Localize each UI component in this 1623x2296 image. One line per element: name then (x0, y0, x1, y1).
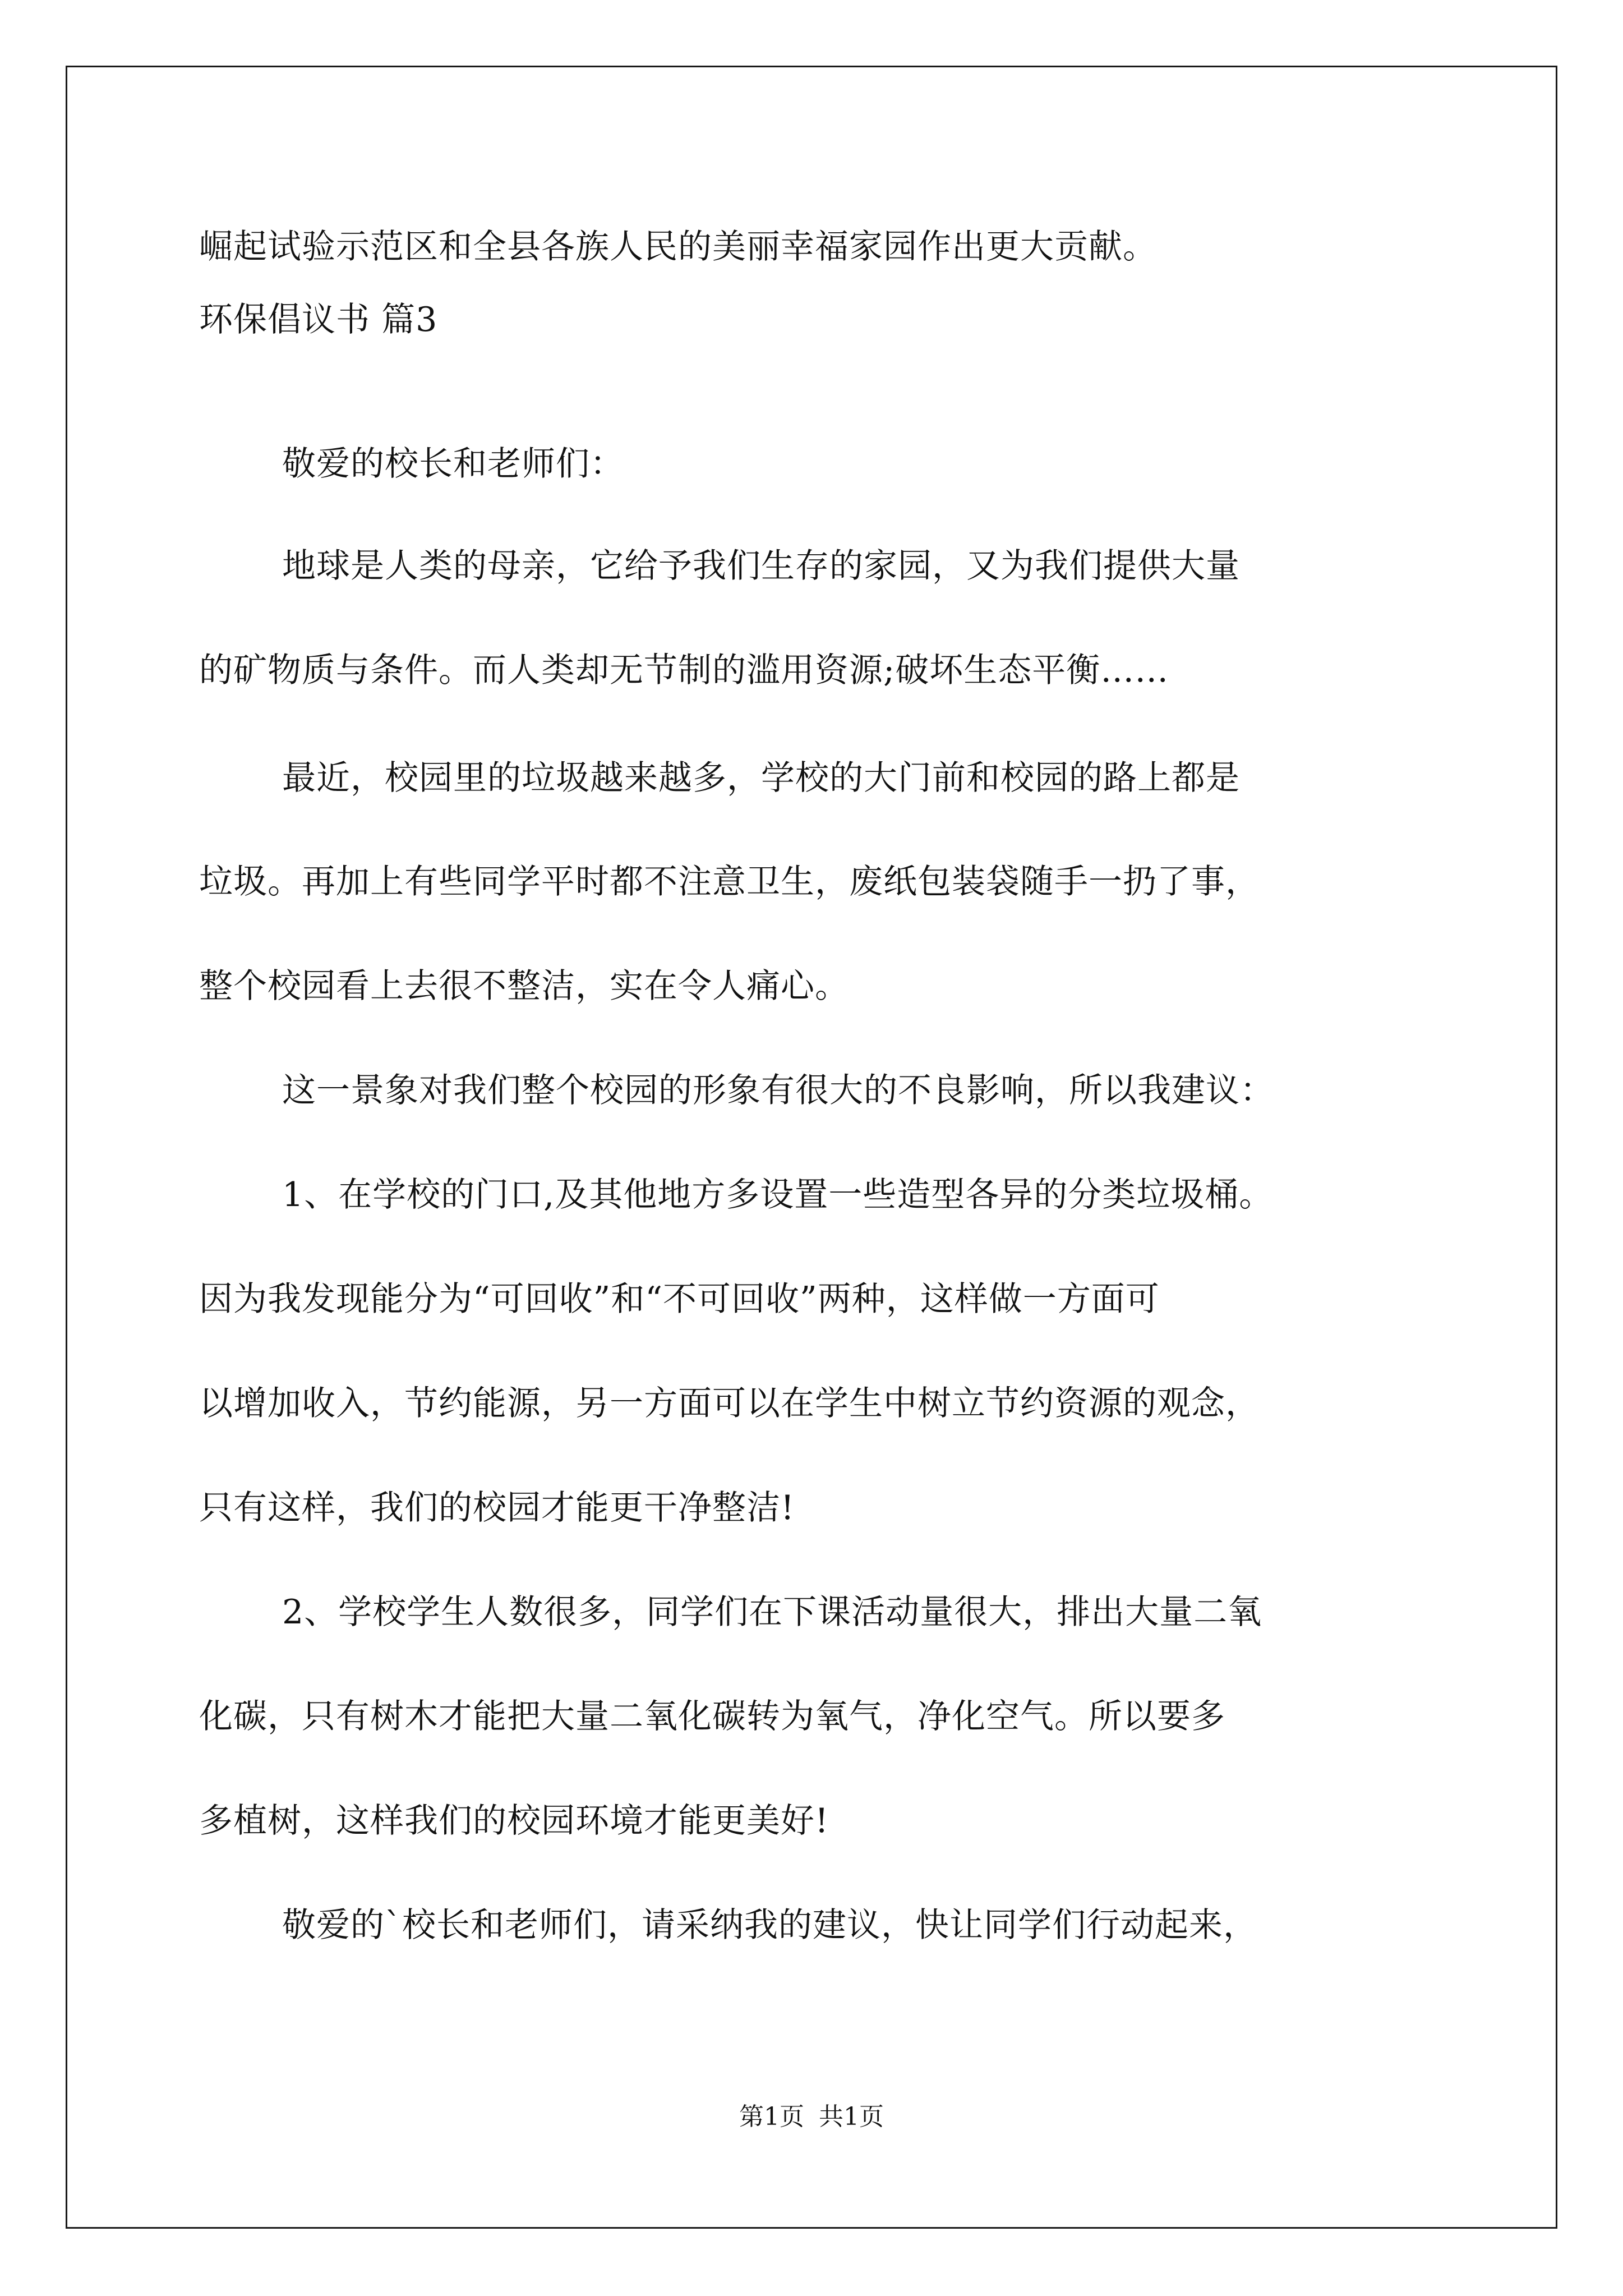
body-line: 这一景象对我们整个校园的形象有很大的不良影响，所以我建议： (282, 1071, 1274, 1110)
body-line: 2、学校学生人数很多，同学们在下课活动量很大，排出大量二氧 (282, 1593, 1262, 1632)
body-line: 垃圾。再加上有些同学平时都不注意卫生，废纸包装袋随手一扔了事， (199, 862, 1260, 901)
body-line: 化碳，只有树木才能把大量二氧化碳转为氧气，净化空气。所以要多 (199, 1697, 1225, 1736)
page-footer (0, 2102, 1623, 2131)
section-title: 环保倡议书 篇3 (199, 300, 438, 339)
body-line: 只有这样，我们的校园才能更干净整洁! (199, 1488, 795, 1527)
body-line: 最近，校园里的垃圾越来越多，学校的大门前和校园的路上都是 (282, 758, 1240, 798)
body-line: 因为我发现能分为“可回收”和“不可回收”两种，这样做一方面可 (199, 1280, 1160, 1319)
body-line: 的矿物质与条件。而人类却无节制的滥用资源;破坏生态平衡…… (199, 651, 1169, 690)
body-line: 地球是人类的母亲，它给予我们生存的家园，又为我们提供大量 (282, 546, 1240, 586)
body-line: 多植树，这样我们的校园环境才能更美好! (199, 1801, 829, 1841)
body-line: 1、在学校的门口,及其他地方多设置一些造型各异的分类垃圾桶。 (282, 1175, 1274, 1214)
page-number: 第1页 (739, 2102, 804, 2131)
salutation: 敬爱的校长和老师们： (282, 444, 624, 484)
body-line: 崛起试验示范区和全县各族人民的美丽幸福家园作出更大贡献。 (199, 227, 1157, 266)
body-line: 以增加收入，节约能源，另一方面可以在学生中树立节约资源的观念， (199, 1384, 1260, 1423)
page-total: 共1页 (819, 2102, 884, 2131)
page-frame (66, 66, 1557, 2229)
body-line: 敬爱的`校长和老师们，请采纳我的建议，快让同学们行动起来， (282, 1906, 1257, 1945)
body-line: 整个校园看上去很不整洁，实在令人痛心。 (199, 967, 849, 1006)
